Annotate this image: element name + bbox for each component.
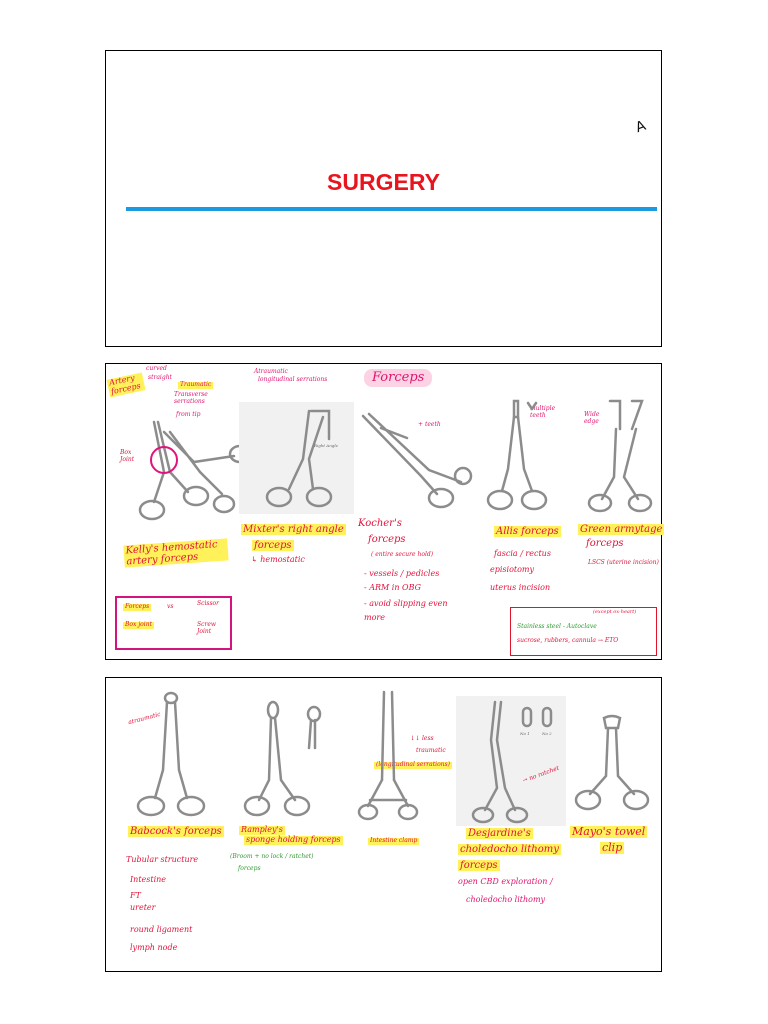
box-forceps-title: Forceps	[125, 603, 150, 610]
forceps-vs-scissor-box	[115, 596, 232, 650]
mixter-note-atraumatic: Atraumatic	[254, 368, 288, 375]
kocher-caption-line1: Kocher's	[358, 518, 402, 529]
babcock-bullet-2: Intestine	[130, 875, 167, 884]
green-caption-line2: forceps	[586, 538, 624, 549]
mixter-forceps-image	[251, 409, 351, 509]
artery-note-tip: from tip	[176, 411, 201, 418]
rampley-forceps-image	[241, 700, 351, 820]
slide-instruments-2	[105, 677, 662, 972]
sterilization-pre: (except ox-heart)	[593, 609, 637, 615]
green-armytage-image	[586, 399, 656, 514]
babcock-bullet-4: ureter	[130, 903, 156, 912]
mayo-towel-clip-image	[572, 716, 652, 816]
mixter-note-serrations: longitudinal serrations	[258, 376, 328, 383]
artery-note-serrations: Transverse serrations	[174, 391, 208, 405]
allis-bullet-3: uterus incision	[490, 583, 551, 592]
slide-header-badge	[364, 369, 432, 387]
box-vs: vs	[167, 603, 174, 610]
sterilization-line2: sucrose, rubbers, cannula → ETO	[517, 637, 619, 644]
artery-note-box-joint: Box Joint	[120, 449, 135, 463]
babcock-bullet-6: lymph node	[130, 943, 178, 952]
green-note: Wide edge	[584, 411, 600, 425]
slide-forceps	[105, 363, 662, 660]
babcock-note: atraumatic	[127, 710, 162, 727]
kocher-forceps-image	[361, 412, 471, 512]
intestine-note-less: ↓↓ less	[410, 735, 434, 742]
desjardins-note: → no ratchet	[521, 764, 561, 785]
desjardins-sub-line2: choledocho lithomy	[466, 895, 546, 904]
kocher-bullet-2: - ARM in OBG	[364, 583, 422, 592]
desjardins-caption-line1: Desjardine's	[468, 828, 531, 839]
desjardins-tag-2: No 2	[542, 731, 552, 736]
babcock-bullet-1: Tubular structure	[126, 855, 199, 864]
slide-title	[105, 50, 662, 347]
box-scissor-title: Scissor	[197, 600, 220, 607]
babcock-forceps-image	[131, 690, 211, 818]
sterilization-line1: Stainless steel - Autoclave	[517, 623, 597, 630]
rampley-sub-line1: (Broom + no lock / ratchet)	[230, 853, 314, 860]
forceps-header: Forceps	[372, 370, 425, 385]
allis-caption: Allis forceps	[496, 526, 559, 537]
intestine-clamp-image	[358, 690, 418, 824]
kocher-caption-line2: forceps	[368, 534, 406, 545]
desjardins-caption-line3: forceps	[460, 860, 498, 871]
kelly-caption: Kelly's hemostatic artery forceps	[123, 538, 228, 567]
kocher-sub: ( entire secure hold)	[371, 551, 434, 558]
kocher-bullet-1: - vessels / pedicles	[364, 569, 440, 578]
sterilization-box	[510, 607, 657, 656]
allis-forceps-image	[484, 399, 554, 514]
babcock-bullet-3: FT	[130, 891, 141, 900]
allis-note: multiple teeth	[530, 405, 556, 419]
title-underline	[126, 207, 657, 211]
box-joint-left: Box joint	[125, 621, 152, 628]
slide-title-text: SURGERY	[327, 169, 440, 195]
kocher-bullet-4: more	[364, 613, 385, 622]
babcock-caption: Babcock's forceps	[130, 826, 222, 837]
rampley-caption-line1: Rampley's	[241, 825, 283, 834]
green-sub: LSCS (uterine incision)	[588, 559, 659, 566]
artery-note-straight: straight	[148, 374, 172, 381]
mayo-caption-line2: clip	[602, 841, 623, 854]
kelly-forceps-image	[124, 392, 244, 532]
intestine-note-serrations: (longitudinal serrations)	[376, 761, 450, 768]
rampley-caption-line2: sponge holding forceps	[246, 835, 341, 844]
artery-note-traumatic: Traumatic	[180, 381, 212, 388]
babcock-bullet-5: round ligament	[130, 925, 193, 934]
mixter-photo-tag: Right Angle	[314, 443, 338, 448]
desjardins-tag-1: No 1	[520, 731, 530, 736]
mixter-caption-line1: Mixter's right angle	[243, 524, 344, 535]
green-caption-line1: Green armytage	[580, 524, 663, 535]
artery-forceps-label: Artery forceps	[107, 372, 146, 397]
artery-note-curved: curved	[146, 365, 167, 372]
desjardins-caption-line2: choledocho lithomy	[460, 844, 559, 855]
mixter-sub: ↳ hemostatic	[251, 555, 305, 564]
corner-handwritten-mark: A	[633, 117, 649, 137]
intestine-caption: Intestine clamp	[370, 837, 418, 844]
desjardins-forceps-image	[471, 700, 561, 824]
kocher-bullet-3: - avoid slipping even	[364, 599, 448, 608]
allis-bullet-2: episiotomy	[490, 565, 535, 574]
mayo-caption-line1: Mayo's towel	[572, 825, 646, 838]
mixter-caption-line2: forceps	[254, 540, 292, 551]
kocher-note-teeth: + teeth	[418, 421, 441, 428]
rampley-sub-line2: forceps	[238, 865, 261, 872]
allis-bullet-1: fascia / rectus	[494, 549, 551, 558]
intestine-note-traumatic: traumatic	[416, 747, 446, 754]
desjardins-sub-line1: open CBD exploration /	[458, 877, 553, 886]
box-joint-right: Screw Joint	[197, 621, 217, 635]
